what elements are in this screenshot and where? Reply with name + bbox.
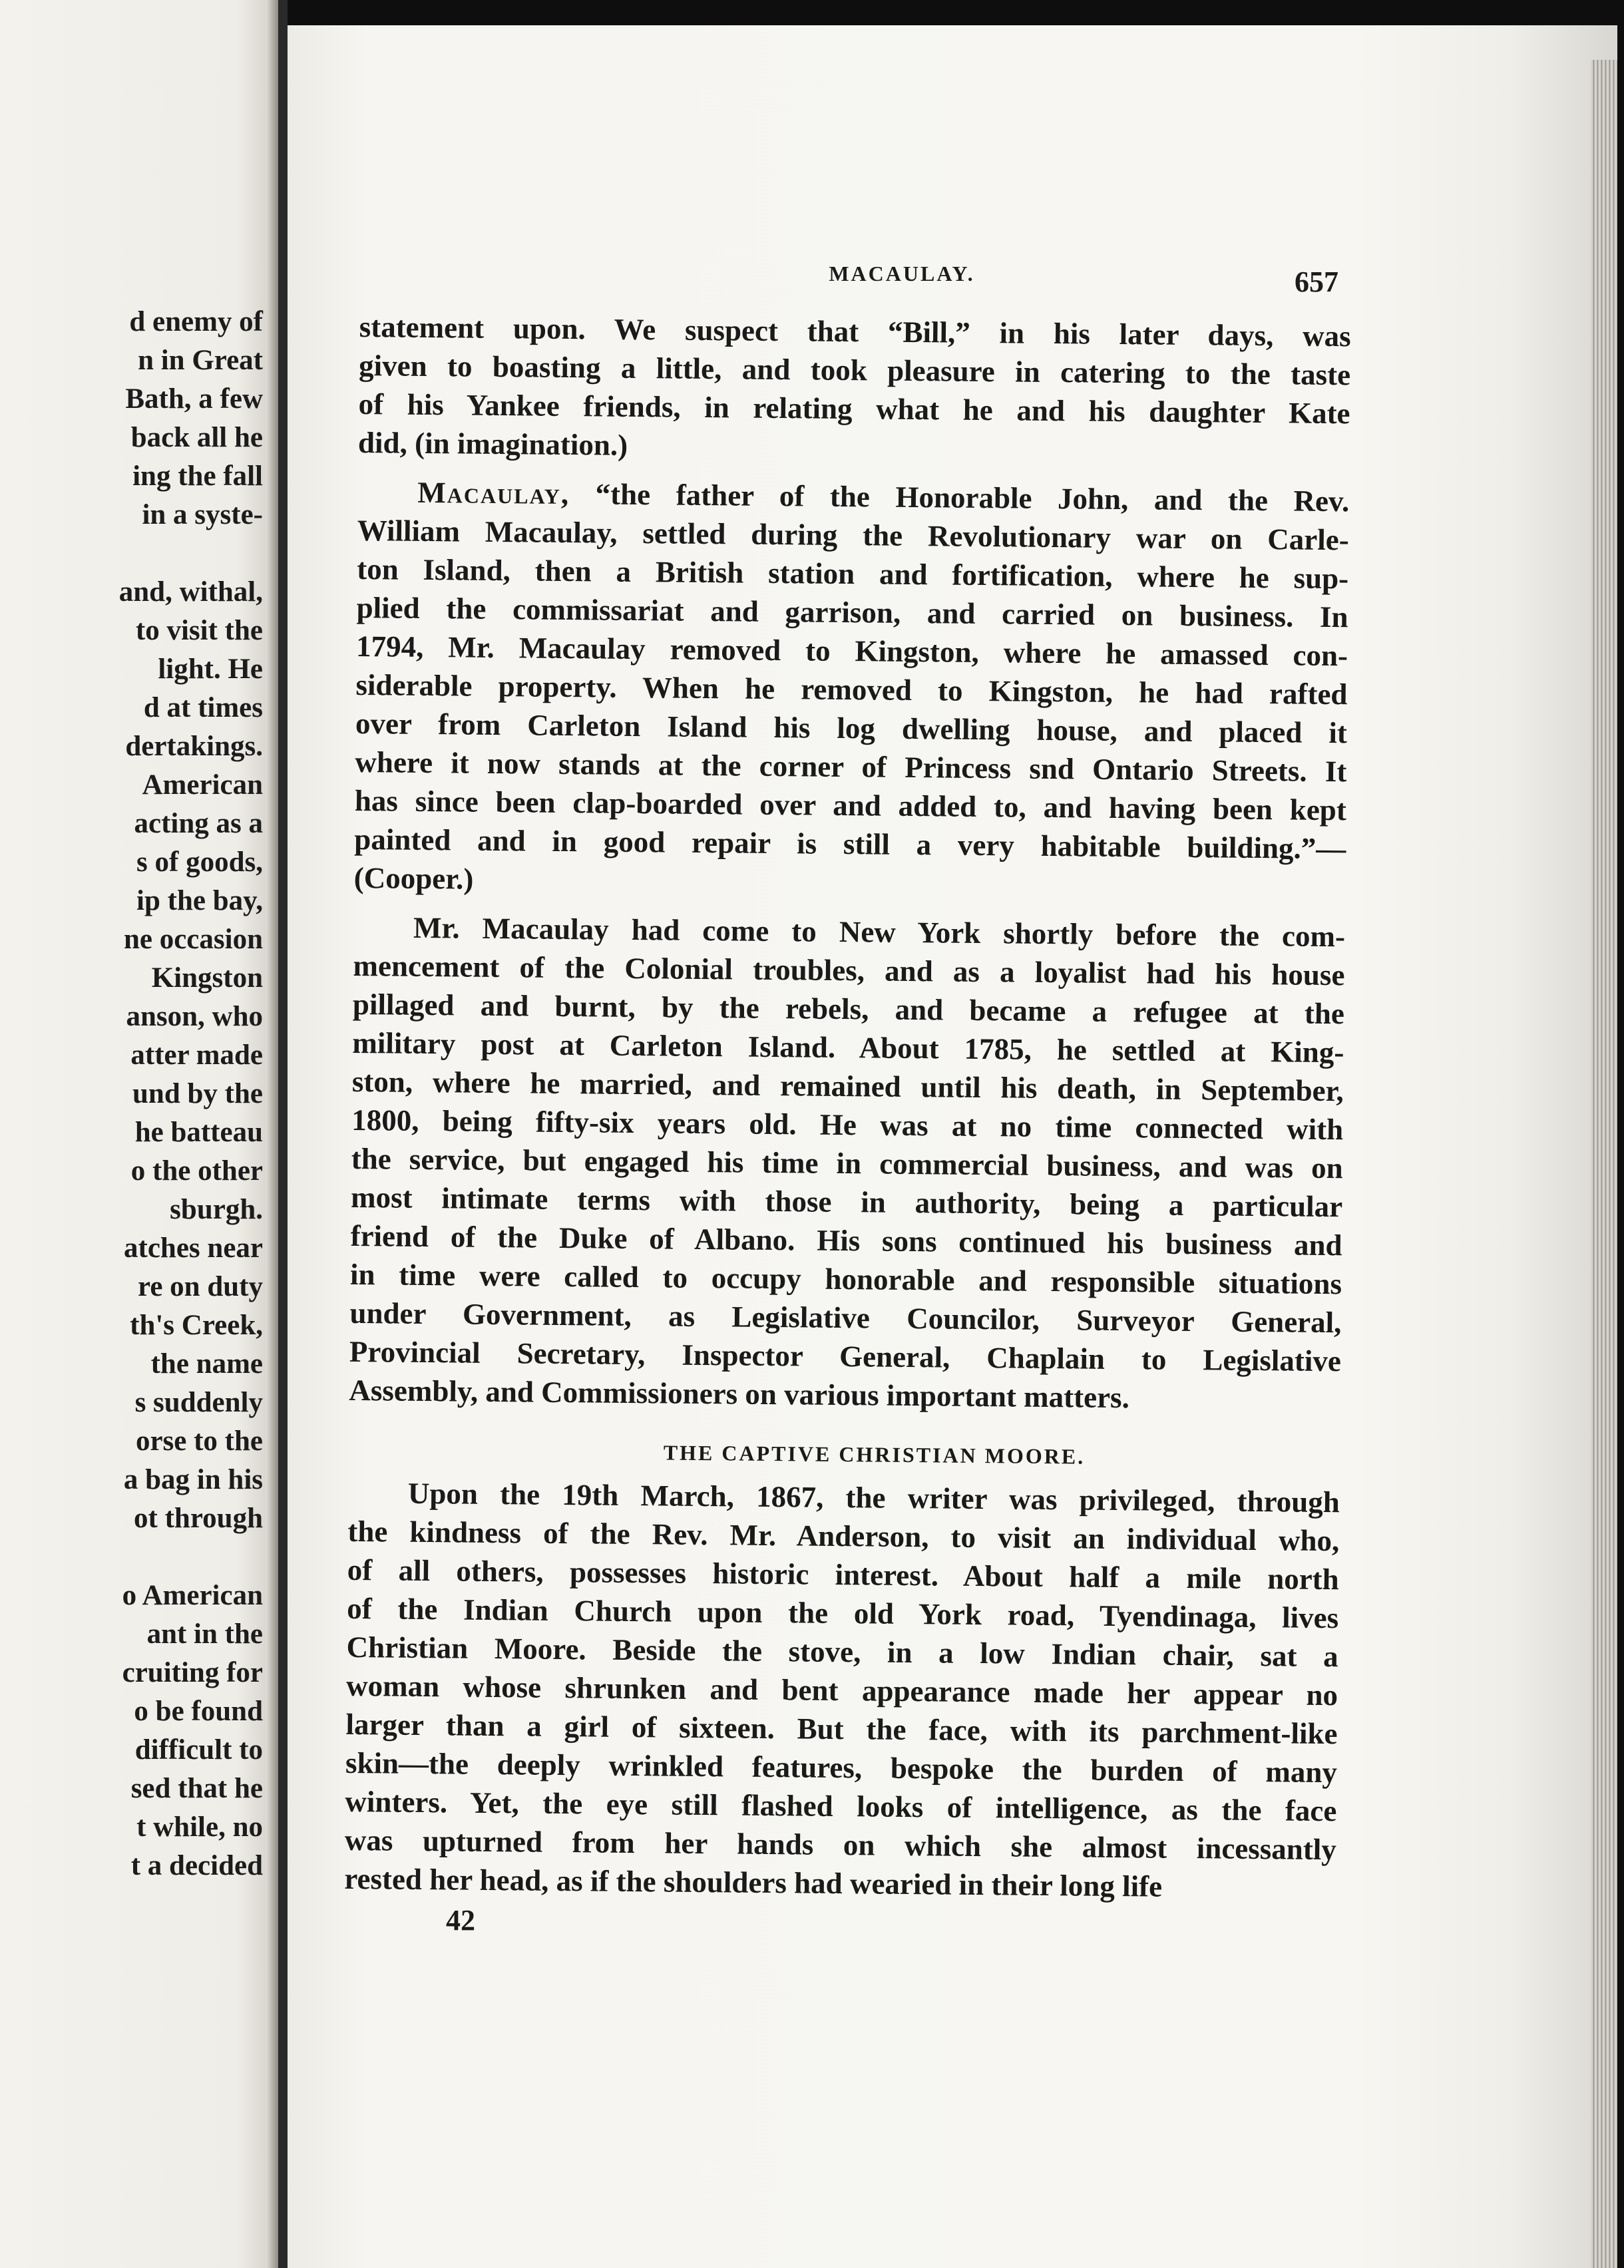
text-line: Provincial Secretary, Inspector General, Chaplain to Legislative: [349, 1334, 1342, 1378]
facing-page-line: t a decided: [130, 1850, 263, 1881]
facing-page-line: in a syste-: [142, 499, 263, 530]
text-line: Assembly, and Commissioners on various important matters.: [349, 1373, 1130, 1415]
text-line: woman whose shrunken and bent appearance made her appear no: [345, 1668, 1338, 1712]
text-line: painted and in good repair is still a very habitable building.”—: [354, 822, 1346, 866]
facing-page-line: dertakings.: [125, 731, 263, 762]
facing-page-line: anson, who: [126, 1001, 263, 1032]
text-line: under Government, as Legislative Councilor, Surveyor General,: [349, 1296, 1342, 1340]
facing-page-line: atches near: [124, 1232, 263, 1264]
facing-page-line: o the other: [130, 1155, 263, 1187]
section-heading: THE CAPTIVE CHRISTIAN MOORE.: [663, 1440, 1086, 1469]
facing-page-line: light. He: [158, 654, 263, 685]
page-edges: [1591, 60, 1617, 2268]
facing-page-line: orse to the: [135, 1425, 263, 1457]
text-line: William Macaulay, settled during the Revolutionary war on Carle-: [357, 513, 1349, 557]
text-line: 1800, being fifty-six years old. He was at no time connected with: [351, 1103, 1344, 1147]
paragraph-continuation: [358, 307, 1351, 471]
text-line: over from Carleton Island his log dwelling house, and placed it: [355, 706, 1348, 750]
facing-page-line: d at times: [143, 692, 263, 723]
facing-page-line: to visit the: [135, 615, 263, 646]
facing-page-line: sed that he: [130, 1773, 263, 1804]
text-line: of all others, possesses historic interest. About half a mile north: [347, 1553, 1339, 1597]
facing-page-line: and, withal,: [118, 576, 263, 608]
facing-page-line: s suddenly: [134, 1387, 263, 1418]
facing-page-line: cruiting for: [122, 1657, 263, 1688]
facing-page-line: difficult to: [134, 1734, 263, 1766]
facing-page-line: th's Creek,: [130, 1310, 263, 1341]
facing-page-line: n in Great: [138, 345, 263, 376]
text-line: (Cooper.): [353, 860, 474, 896]
text-line: mencement of the Colonial troubles, and as a loyalist had his house: [353, 948, 1345, 992]
text-line: pillaged and burnt, by the rebels, and became a refugee at the: [352, 987, 1345, 1031]
text-line: ston, where he married, and remained until his death, in September,: [351, 1064, 1344, 1108]
lead-word: Macaulay,: [417, 475, 570, 511]
text-line: Mr. Macaulay had come to New York shortly before the com-: [413, 910, 1346, 954]
text-line: ton Island, then a British station and fortification, where he sup-: [356, 552, 1349, 596]
text-line: larger than a girl of sixteen. But the face, with its parchment-like: [345, 1707, 1338, 1751]
text-line: in time were called to occupy honorable and responsible situations: [349, 1257, 1342, 1301]
facing-page-line: [0, 534, 263, 573]
facing-page-line: Bath, a few: [125, 383, 263, 415]
facing-page-line: he batteau: [134, 1117, 263, 1148]
text-line: of the Indian Church upon the old York road, Tyendinaga, lives: [346, 1591, 1339, 1635]
facing-page-line: d enemy of: [129, 306, 263, 337]
facing-page-line: o be found: [134, 1696, 263, 1727]
paragraph-macaulay: [353, 472, 1349, 906]
facing-page-line: back all he: [130, 422, 263, 453]
text-line: Upon the 19th March, 1867, the writer was privileged, through: [407, 1476, 1340, 1519]
text-line: the kindness of the Rev. Mr. Anderson, to visit an individual who,: [347, 1514, 1340, 1558]
paragraph-mr-macaulay: [349, 908, 1345, 1419]
facing-page-line: [0, 1538, 263, 1577]
facing-page-line: ing the fall: [132, 461, 263, 492]
line-text: “the father of the Honorable John, and the Rev.: [569, 477, 1350, 518]
page-number: 657: [1295, 266, 1338, 298]
facing-page-line: a bag in his: [123, 1464, 263, 1495]
text-line: where it now stands at the corner of Princess snd Ontario Streets. It: [355, 745, 1347, 789]
facing-page-line: ant in the: [146, 1618, 263, 1650]
facing-page-line: acting as a: [134, 808, 263, 839]
text-line: winters. Yet, the eye still flashed looks of intelligence, as the face: [345, 1784, 1337, 1828]
text-line: did, (in imagination.): [357, 425, 628, 462]
text-line: has since been clap-boarded over and added to, and having been kept: [354, 783, 1347, 827]
text-line: the service, but engaged his time in commercial business, and was on: [351, 1141, 1343, 1185]
book-gutter: [278, 0, 288, 2268]
text-line: given to boasting a little, and took pleasure in catering to the taste: [358, 348, 1351, 392]
text-line: friend of the Duke of Albano. His sons continued his business and: [350, 1219, 1342, 1262]
facing-page-line: s of goods,: [136, 847, 263, 878]
facing-page-line: t while, no: [136, 1811, 263, 1843]
body-text: [344, 307, 1351, 1907]
facing-page-line: sburgh.: [170, 1194, 263, 1225]
text-line: military post at Carleton Island. About 1785, he settled at King-: [352, 1026, 1344, 1069]
text-line: Christian Moore. Beside the stove, in a low Indian chair, sat a: [346, 1630, 1338, 1674]
text-line: most intimate terms with those in authority, being a particular: [350, 1180, 1343, 1224]
text-line: of his Yankee friends, in relating what he and his daughter Kate: [358, 387, 1350, 431]
signature-mark: 42: [446, 1904, 475, 1937]
text-line: siderable property. When he removed to Kingston, he had rafted: [355, 667, 1348, 711]
text-line: statement upon. We suspect that “Bill,” in his later days, was: [359, 309, 1351, 353]
text-line: 1794, Mr. Macaulay removed to Kingston, where he amassed con-: [355, 629, 1348, 673]
facing-page-line: re on duty: [138, 1271, 263, 1302]
facing-page-line: ne occasion: [123, 924, 263, 955]
facing-page-line: atter made: [130, 1040, 263, 1071]
running-head: MACAULAY.: [829, 262, 975, 285]
facing-page-line: o American: [122, 1580, 263, 1611]
facing-page-line: ot through: [134, 1503, 263, 1534]
facing-page: [0, 0, 278, 2268]
text-line: was upturned from her hands on which she almost incessantly: [344, 1823, 1337, 1867]
text-line: skin—the deeply wrinkled features, bespoke the burden of many: [345, 1746, 1338, 1790]
text-line: rested her head, as if the shoulders had wearied in their long life: [344, 1861, 1163, 1903]
facing-page-line: und by the: [132, 1078, 263, 1109]
paragraph-captive: [344, 1473, 1340, 1907]
text-line: plied the commissariat and garrison, and carried on business. In: [356, 590, 1348, 634]
facing-page-line: American: [142, 769, 263, 801]
facing-page-line: ip the bay,: [136, 885, 263, 916]
facing-page-line: Kingston: [151, 962, 263, 994]
facing-page-line: the name: [150, 1348, 263, 1380]
